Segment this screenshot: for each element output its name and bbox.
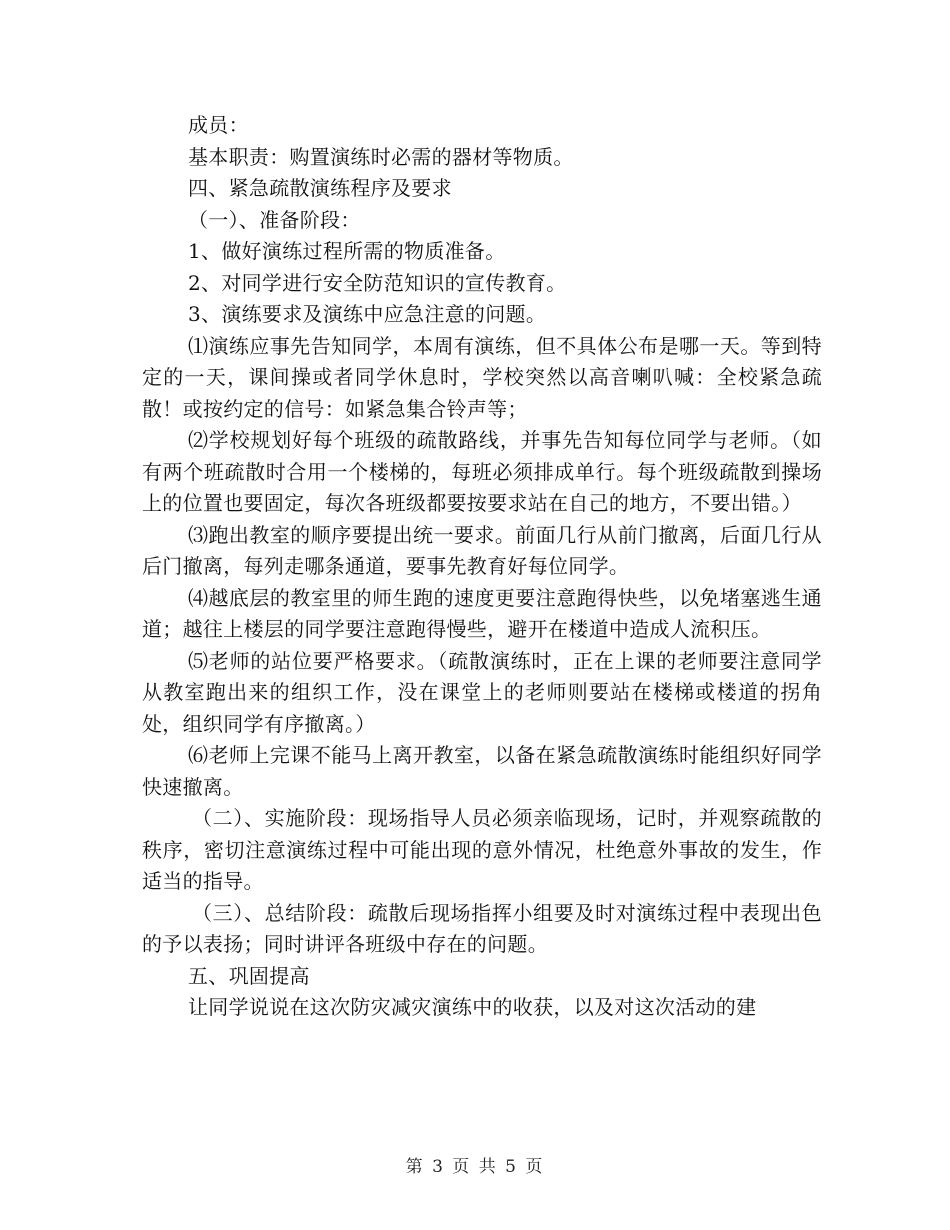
page-number-footer: 第 3 页 共 5 页 [405, 1157, 545, 1177]
paragraph-item-6: ⑹老师上完课不能马上离开教室，以备在紧急疏散演练时能组织好同学快速撤离。 [142, 743, 822, 799]
paragraph-consolidate: 让同学说说在这次防灾减灾演练中的收获，以及对这次活动的建 [188, 995, 757, 1019]
paragraph-duty: 基本职责：购置演练时必需的器材等物质。 [188, 144, 574, 169]
paragraph-stage-implement: （二）、实施阶段：现场指导人员必须亲临现场，记时，并观察疏散的秩序，密切注意演练过程中可能出现的意外情况，杜绝意外事故的发生，作适当的指导。 [142, 806, 822, 893]
document-body [142, 110, 822, 1024]
paragraph-item-5: ⑸老师的站位要严格要求。（疏散演练时，正在上课的老师要注意同学从教室跑出来的组织工作，没在课堂上的老师则要站在楼梯或楼道的拐角处，组织同学有序撤离。） [142, 648, 822, 736]
list-item-prep-3: 3、演练要求及演练中应急注意的问题。 [188, 302, 547, 326]
paragraph-item-4: ⑷越底层的教室里的师生跑的速度更要注意跑得快些，以免堵塞逃生通道；越往上楼层的同学要注意跑得慢些，避开在楼道中造成人流积压。 [142, 585, 822, 641]
paragraph-members: 成员： [188, 113, 249, 137]
section-heading-5: 五、巩固提高 [188, 963, 310, 988]
paragraph-item-1: ⑴演练应事先告知同学，本周有演练，但不具体公布是哪一天。等到特定的一天，课间操或者同学休息时，学校突然以高音喇叭喊：全校紧急疏散！或按约定的信号：如紧急集合铃声等； [142, 333, 822, 421]
section-heading-4: 四、紧急疏散演练程序及要求 [188, 176, 452, 200]
stage-heading-prepare: （一）、准备阶段： [188, 207, 361, 232]
paragraph-item-2: ⑵学校规划好每个班级的疏散路线，并事先告知每位同学与老师。（如有两个班疏散时合用一个楼梯的，每班必须排成单行。每个班级疏散到操场上的位置也要固定，每次各班级都要按要求站在自己的地方，不要出错。） [142, 428, 822, 515]
list-item-prep-2: 2、对同学进行安全防范知识的宣传教育。 [188, 270, 567, 295]
paragraph-item-3: ⑶跑出教室的顺序要提出统一要求。前面几行从前门撤离，后面几行从后门撤离，每列走哪条通道，要事先教育好每位同学。 [142, 522, 822, 578]
paragraph-stage-summary: （三）、总结阶段：疏散后现场指挥小组要及时对演练过程中表现出色的予以表扬；同时讲评各班级中存在的问题。 [142, 900, 822, 956]
list-item-prep-1: 1、做好演练过程所需的物质准备。 [188, 239, 506, 263]
